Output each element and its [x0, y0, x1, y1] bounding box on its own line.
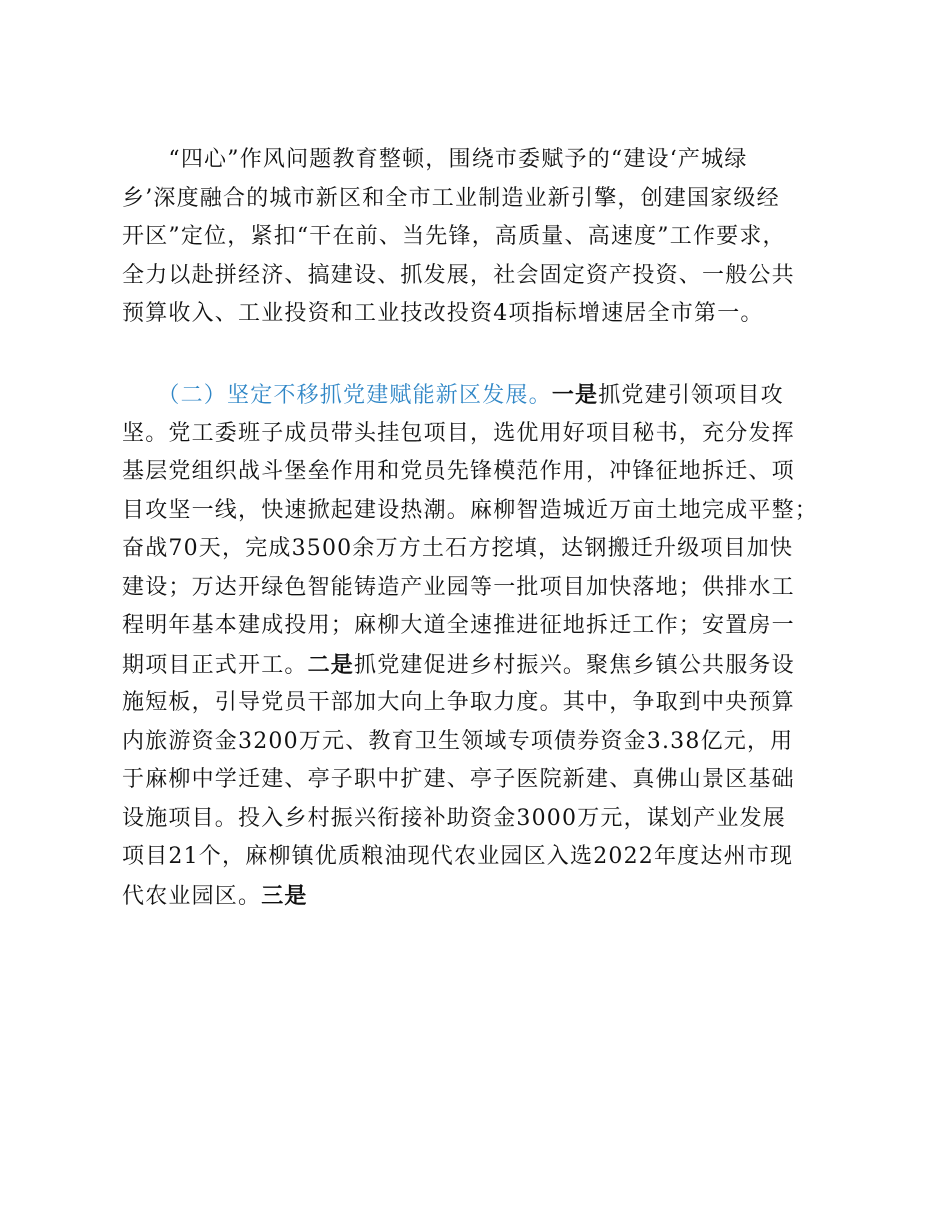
bold-marker-first: 一是 — [551, 382, 599, 408]
paragraph-line — [122, 376, 842, 415]
paragraph-2 — [122, 376, 842, 915]
paragraph-line: 程明年基本建成投用；麻柳大道全速推进征地拆迁工作；安置房一 — [122, 613, 795, 638]
paragraph-line — [122, 646, 842, 685]
line-text: 抓党建促进乡村振兴。聚焦乡镇公共服务设 — [354, 652, 795, 678]
paragraph-line: 预算收入、工业投资和工业技改投资4项指标增速居全市第一。 — [122, 301, 764, 326]
bold-marker-second: 二是 — [307, 651, 355, 678]
paragraph-line: 建设；万达开绿色智能铸造产业园等一批项目加快落地；供排水工 — [122, 574, 795, 600]
paragraph-line: 基层党组织战斗堡垒作用和党员先锋模范作用，冲锋征地拆迁、项 — [122, 459, 795, 484]
paragraph-line: 于麻柳中学迁建、亭子职中扩建、亭子医院新建、真佛山景区基础 — [122, 767, 795, 792]
bold-marker-third: 三是 — [261, 882, 308, 909]
paragraph-line: 全力以赴拼经济、搞建设、抓发展，社会固定资产投资、一般公共 — [122, 262, 795, 288]
line-text: 抓党建引领项目攻 — [598, 383, 784, 408]
paragraph-line: 乡’深度融合的城市新区和全市工业制造业新引擎，创建国家级经 — [122, 185, 780, 211]
paragraph-line: 设施项目。投入乡村振兴衔接补助资金3000万元，谋划产业发展 — [122, 805, 786, 831]
paragraph-line: 项目21个，麻柳镇优质粮油现代农业园区入选2022年度达州市现 — [122, 844, 794, 869]
paragraph-line: 施短板，引导党员干部加大向上争取力度。其中，争取到中央预算 — [122, 690, 795, 715]
paragraph-line — [122, 877, 842, 916]
paragraph-line: 内旅游资金3200万元、教育卫生领域专项债券资金3.38亿元，用 — [122, 728, 794, 754]
section-heading: （二）坚定不移抓党建赋能新区发展。 — [122, 383, 552, 408]
paragraph-line: 开区”定位，紧扣“干在前、当先锋，高质量、高速度”工作要求， — [122, 224, 786, 249]
paragraph-line: “四心”作风问题教育整顿，围绕市委赋予的“建设‘产城绿 — [122, 147, 748, 172]
paragraph-line: 奋战70天，完成3500余万方土石方挖填，达钢搬迁升级项目加快 — [122, 536, 794, 561]
line-text: 期项目正式开工。 — [122, 652, 308, 678]
paragraph-line: 坚。党工委班子成员带头挂包项目，选优用好项目秘书，充分发挥 — [122, 420, 795, 446]
paragraph-line: 目攻坚一线，快速掀起建设热潮。麻柳智造城近万亩土地完成平整； — [122, 497, 819, 523]
paragraph-1 — [122, 141, 842, 334]
line-text: 代农业园区。 — [122, 883, 262, 909]
